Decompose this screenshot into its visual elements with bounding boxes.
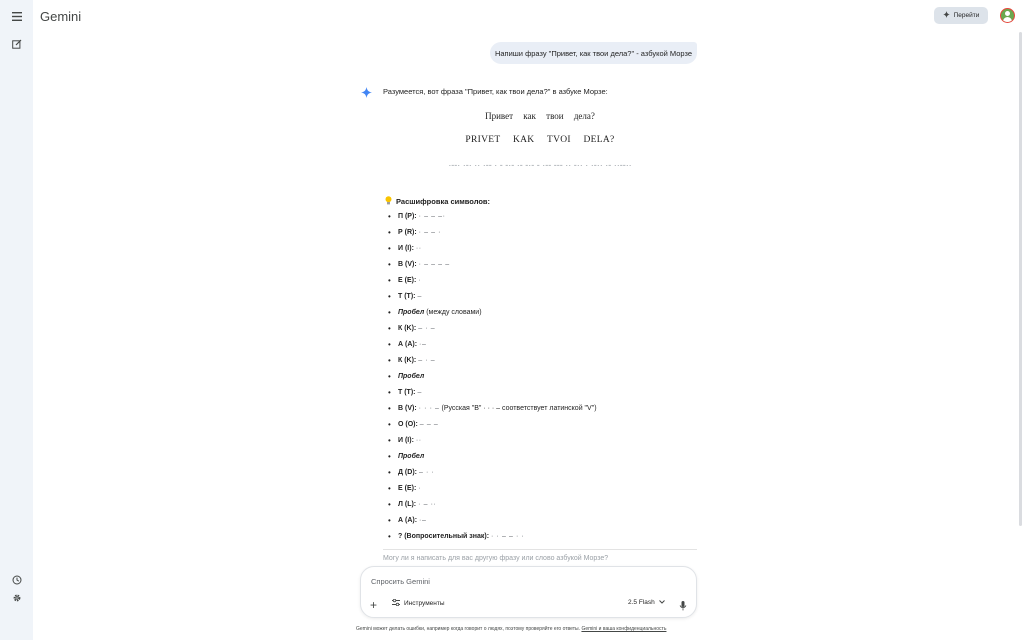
footer-disclaimer: Gemini может делать ошибки, например когда говорит о людях, поэтому проверяйте его ответы. Gemini и ваша конфиденциальность: [356, 626, 667, 632]
tools-button[interactable]: [392, 599, 445, 608]
scrollbar[interactable]: [1019, 32, 1022, 526]
list-item: • О (O): – – –: [388, 421, 708, 437]
section-title-text: Расшифровка символов:: [396, 197, 491, 206]
tools-label: Инструменты: [404, 600, 445, 607]
sparkle-icon: [943, 11, 950, 20]
history-icon[interactable]: [9, 572, 25, 588]
list-item: • П (P): · – – –·: [388, 213, 708, 229]
sidebar-rail: [0, 0, 33, 640]
list-item: • Пробел: [388, 373, 708, 389]
avatar[interactable]: [1000, 8, 1015, 23]
list-item: • Т (T): –: [388, 293, 708, 309]
gemini-spark-icon: [361, 85, 372, 96]
followup-text: Могу ли я написать для вас другую фразу или слово азбукой Морзе?: [383, 555, 609, 562]
morse-line: [383, 160, 697, 166]
chevron-down-icon: [659, 599, 665, 606]
list-item: • И (I): ··: [388, 245, 708, 261]
decode-list: [388, 213, 708, 549]
add-icon[interactable]: +: [370, 598, 378, 612]
divider: [383, 549, 697, 550]
list-item: • Е (E): ·: [388, 485, 708, 501]
list-item: • В (V): · · · – (Русская "В" · · · – соответствует латинской "V"): [388, 405, 708, 421]
list-item: • И (I): ··: [388, 437, 708, 453]
user-message: Напиши фразу "Привет, как твои дела?" - азбукой Морзе: [490, 42, 697, 64]
model-label: 2.5 Flash: [628, 599, 655, 606]
list-item: • Р (R): · – – ·: [388, 229, 708, 245]
tune-icon: [392, 599, 400, 608]
app-title[interactable]: Gemini: [40, 9, 82, 24]
privacy-link[interactable]: Gemini и ваша конфиденциальность: [581, 626, 667, 632]
latin-phrase: PRIVET KAK TVOI DELA?: [465, 135, 615, 145]
list-item: • Пробел (между словами): [388, 309, 708, 325]
list-item: • В (V): · – – – –: [388, 261, 708, 277]
list-item: • Пробел: [388, 453, 708, 469]
list-item: • Т (T): –: [388, 389, 708, 405]
model-selector[interactable]: [628, 599, 665, 606]
mic-icon[interactable]: [679, 598, 687, 608]
list-item: • Д (D): – · ·: [388, 469, 708, 485]
edit-icon[interactable]: [9, 36, 25, 52]
list-item: • А (A): ·–: [388, 517, 708, 533]
list-item: • К (K): – · –: [388, 325, 708, 341]
response-intro: Разумеется, вот фраза "Привет, как твои дела?" в азбуке Морзе:: [383, 87, 608, 96]
morse-line-text: ·--· ·-· ·· ·-- · - -·- ·- -·- - ·-- --- ·· -·· · ·-·· ·- ··--··: [448, 160, 632, 166]
go-button-label: Перейти: [953, 12, 980, 19]
section-title: [385, 196, 490, 207]
gear-icon[interactable]: [9, 590, 25, 606]
list-item: • ? (Вопросительный знак): · · – – · ·: [388, 533, 708, 549]
menu-icon[interactable]: [9, 8, 25, 24]
prompt-input[interactable]: Спросить Gemini: [371, 577, 430, 586]
list-item: • А (A): ·–: [388, 341, 708, 357]
list-item: • Л (L): · – ··: [388, 501, 708, 517]
russian-phrase: Привет как твои дела?: [485, 111, 595, 121]
list-item: • Е (E): ·: [388, 277, 708, 293]
lightbulb-icon: [385, 196, 392, 207]
go-button[interactable]: [934, 7, 988, 24]
list-item: • К (K): – · –: [388, 357, 708, 373]
prompt-composer[interactable]: [360, 566, 697, 618]
